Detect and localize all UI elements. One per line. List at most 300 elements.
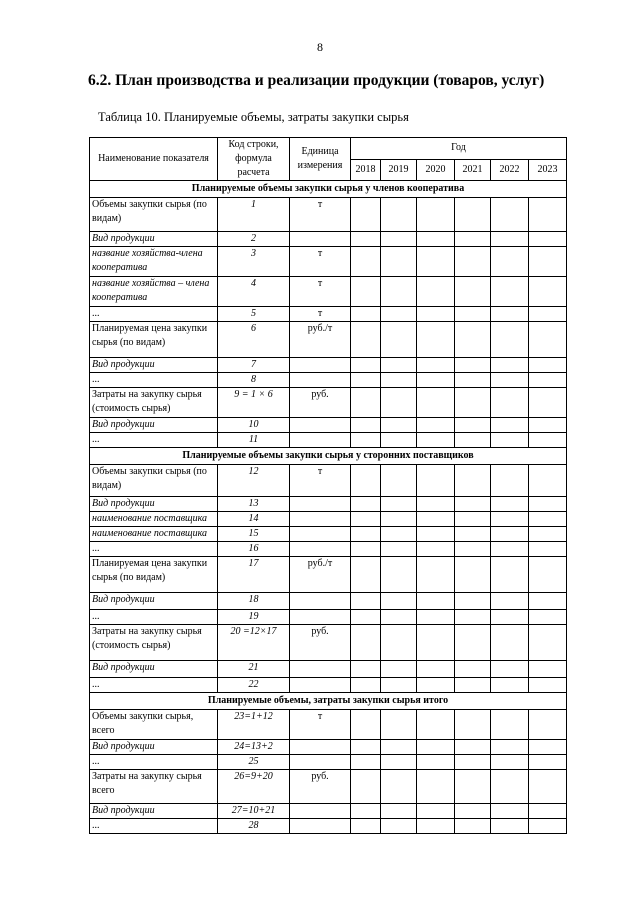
indicator-name: Вид продукции [90,740,218,755]
indicator-name: ... [90,433,218,448]
year-value-cell[interactable] [455,625,491,661]
row-code: 25 [218,755,290,770]
year-value-cell[interactable] [351,678,381,693]
unit [290,418,351,433]
table-row [90,497,567,512]
raw-materials-table [89,137,567,834]
row-code: 11 [218,433,290,448]
table-caption: Таблица 10. Планируемые объемы, затраты закупки сырья [98,110,409,124]
unit [290,678,351,693]
row-code: 9 = 1 × 6 [218,388,290,418]
row-code: 5 [218,307,290,322]
year-value-cell[interactable] [417,625,455,661]
year-value-cell[interactable] [529,804,567,819]
unit [290,804,351,819]
year-value-cell[interactable] [455,307,491,322]
year-value-cell[interactable] [529,232,567,247]
year-value-cell[interactable] [491,593,529,610]
year-value-cell[interactable] [491,433,529,448]
year-value-cell[interactable] [491,819,529,834]
row-code: 10 [218,418,290,433]
year-value-cell[interactable] [491,322,529,358]
year-value-cell[interactable] [417,232,455,247]
section-title: 6.2. План производства и реализации продукции (товаров, услуг) [88,72,545,89]
year-value-cell[interactable] [491,247,529,277]
year-value-cell[interactable] [351,593,381,610]
year-value-cell[interactable] [455,322,491,358]
year-value-cell[interactable] [417,388,455,418]
year-value-cell[interactable] [417,557,455,593]
year-value-cell[interactable] [455,542,491,557]
table-row [90,819,567,834]
table-row [90,770,567,804]
year-value-cell[interactable] [381,373,417,388]
year-cell: 2018 [351,159,381,181]
year-value-cell[interactable] [351,322,381,358]
indicator-name: Вид продукции [90,418,218,433]
year-value-cell[interactable] [491,755,529,770]
row-code: 2 [218,232,290,247]
year-value-cell[interactable] [455,433,491,448]
year-value-cell[interactable] [529,710,567,740]
year-value-cell[interactable] [381,497,417,512]
year-value-cell[interactable] [417,819,455,834]
year-value-cell[interactable] [351,527,381,542]
row-code: 13 [218,497,290,512]
year-value-cell[interactable] [529,755,567,770]
year-value-cell[interactable] [529,593,567,610]
year-value-cell[interactable] [455,678,491,693]
year-value-cell[interactable] [529,307,567,322]
row-code: 21 [218,661,290,678]
year-value-cell[interactable] [529,277,567,307]
year-value-cell[interactable] [417,755,455,770]
year-value-cell[interactable] [529,247,567,277]
unit [290,542,351,557]
year-value-cell[interactable] [351,710,381,740]
header-unit: Единица измерения [290,138,351,181]
year-value-cell[interactable] [381,593,417,610]
table-row [90,710,567,740]
year-value-cell[interactable] [417,593,455,610]
year-value-cell[interactable] [455,770,491,804]
year-value-cell[interactable] [351,465,381,497]
year-value-cell[interactable] [417,358,455,373]
year-value-cell[interactable] [351,497,381,512]
year-value-cell[interactable] [491,678,529,693]
table-row [90,373,567,388]
year-value-cell[interactable] [381,247,417,277]
header-code: Код строки, формула расчета [218,138,290,181]
year-value-cell[interactable] [455,512,491,527]
table-row [90,542,567,557]
header-row [90,138,567,160]
year-value-cell[interactable] [381,625,417,661]
year-value-cell[interactable] [455,593,491,610]
indicator-name: ... [90,542,218,557]
table-row [90,610,567,625]
year-value-cell[interactable] [491,277,529,307]
year-value-cell[interactable] [455,373,491,388]
table-row [90,593,567,610]
row-code: 7 [218,358,290,373]
year-cell: 2021 [455,159,491,181]
indicator-name: Объемы закупки сырья, всего [90,710,218,740]
year-value-cell[interactable] [455,418,491,433]
year-value-cell[interactable] [529,542,567,557]
indicator-name: Вид продукции [90,593,218,610]
year-value-cell[interactable] [455,527,491,542]
section-title-cell: Планируемые объемы, затраты закупки сырья итого [90,693,567,710]
year-value-cell[interactable] [351,625,381,661]
unit [290,819,351,834]
year-value-cell[interactable] [417,433,455,448]
year-value-cell[interactable] [455,232,491,247]
year-value-cell[interactable] [491,388,529,418]
indicator-name: Планируемая цена закупки сырья (по видам) [90,322,218,358]
year-value-cell[interactable] [455,710,491,740]
unit: руб. [290,388,351,418]
year-value-cell[interactable] [491,512,529,527]
year-value-cell[interactable] [351,418,381,433]
section-header-row [90,448,567,465]
year-value-cell[interactable] [381,542,417,557]
row-code: 24=13+2 [218,740,290,755]
year-value-cell[interactable] [381,819,417,834]
row-code: 6 [218,322,290,358]
year-value-cell[interactable] [491,610,529,625]
row-code: 20 =12×17 [218,625,290,661]
year-value-cell[interactable] [417,710,455,740]
unit [290,740,351,755]
unit [290,527,351,542]
year-value-cell[interactable] [491,358,529,373]
row-code: 28 [218,819,290,834]
year-value-cell[interactable] [491,527,529,542]
indicator-name: ... [90,307,218,322]
year-value-cell[interactable] [455,465,491,497]
year-value-cell[interactable] [455,358,491,373]
row-code: 3 [218,247,290,277]
table-row [90,433,567,448]
unit [290,358,351,373]
indicator-name: Вид продукции [90,232,218,247]
year-value-cell[interactable] [491,661,529,678]
year-value-cell[interactable] [491,465,529,497]
year-value-cell[interactable] [351,388,381,418]
year-value-cell[interactable] [381,512,417,527]
year-value-cell[interactable] [417,373,455,388]
unit: т [290,710,351,740]
unit [290,755,351,770]
indicator-name: ... [90,755,218,770]
row-code: 26=9+20 [218,770,290,804]
header-name: Наименование показателя [90,138,218,181]
year-value-cell[interactable] [351,804,381,819]
indicator-name: Вид продукции [90,804,218,819]
year-value-cell[interactable] [381,358,417,373]
year-value-cell[interactable] [381,661,417,678]
year-value-cell[interactable] [351,277,381,307]
year-value-cell[interactable] [529,557,567,593]
section-header-row [90,693,567,710]
year-value-cell[interactable] [381,740,417,755]
year-value-cell[interactable] [529,678,567,693]
year-value-cell[interactable] [455,557,491,593]
row-code: 18 [218,593,290,610]
year-cell: 2019 [381,159,417,181]
year-value-cell[interactable] [491,770,529,804]
table-row [90,678,567,693]
row-code: 27=10+21 [218,804,290,819]
indicator-name: наименование поставщика [90,527,218,542]
unit [290,497,351,512]
year-value-cell[interactable] [351,740,381,755]
year-value-cell[interactable] [529,740,567,755]
year-value-cell[interactable] [351,198,381,232]
year-value-cell[interactable] [491,804,529,819]
year-value-cell[interactable] [529,625,567,661]
unit [290,373,351,388]
table-row [90,358,567,373]
indicator-name: Затраты на закупку сырья всего [90,770,218,804]
year-value-cell[interactable] [455,804,491,819]
indicator-name: Вид продукции [90,497,218,512]
indicator-name: ... [90,678,218,693]
year-value-cell[interactable] [455,497,491,512]
year-value-cell[interactable] [417,610,455,625]
year-value-cell[interactable] [491,497,529,512]
indicator-name: название хозяйства-члена кооператива [90,247,218,277]
year-value-cell[interactable] [529,610,567,625]
year-value-cell[interactable] [417,678,455,693]
table-row [90,465,567,497]
year-value-cell[interactable] [455,388,491,418]
year-value-cell[interactable] [417,307,455,322]
row-code: 8 [218,373,290,388]
year-value-cell[interactable] [417,740,455,755]
indicator-name: Затраты на закупку сырья (стоимость сырья) [90,625,218,661]
year-value-cell[interactable] [455,819,491,834]
year-value-cell[interactable] [351,557,381,593]
year-value-cell[interactable] [529,527,567,542]
year-value-cell[interactable] [351,661,381,678]
indicator-name: название хозяйства – члена кооператива [90,277,218,307]
table-row [90,512,567,527]
year-value-cell[interactable] [381,388,417,418]
year-value-cell[interactable] [417,512,455,527]
table-row [90,740,567,755]
year-value-cell[interactable] [351,373,381,388]
year-value-cell[interactable] [529,770,567,804]
table-row [90,307,567,322]
year-value-cell[interactable] [417,418,455,433]
year-value-cell[interactable] [351,307,381,322]
unit: т [290,277,351,307]
year-value-cell[interactable] [417,497,455,512]
year-value-cell[interactable] [417,198,455,232]
year-value-cell[interactable] [381,465,417,497]
year-value-cell[interactable] [381,678,417,693]
year-value-cell[interactable] [491,307,529,322]
unit: руб./т [290,557,351,593]
indicator-name: Затраты на закупку сырья (стоимость сырья) [90,388,218,418]
indicator-name: Вид продукции [90,358,218,373]
year-value-cell[interactable] [417,247,455,277]
year-value-cell[interactable] [351,542,381,557]
year-value-cell[interactable] [417,527,455,542]
year-value-cell[interactable] [491,373,529,388]
year-value-cell[interactable] [381,527,417,542]
indicator-name: Вид продукции [90,661,218,678]
table-row [90,661,567,678]
unit [290,661,351,678]
year-value-cell[interactable] [417,542,455,557]
year-value-cell[interactable] [417,277,455,307]
indicator-name: Объемы закупки сырья (по видам) [90,198,218,232]
section-header-row [90,181,567,198]
year-value-cell[interactable] [351,247,381,277]
year-value-cell[interactable] [529,819,567,834]
year-value-cell[interactable] [351,819,381,834]
row-code: 14 [218,512,290,527]
year-value-cell[interactable] [529,322,567,358]
indicator-name: Планируемая цена закупки сырья (по видам) [90,557,218,593]
year-value-cell[interactable] [491,557,529,593]
year-value-cell[interactable] [491,740,529,755]
indicator-name: ... [90,373,218,388]
year-cell: 2020 [417,159,455,181]
row-code: 23=1+12 [218,710,290,740]
unit: руб./т [290,322,351,358]
section-title-cell: Планируемые объемы закупки сырья у членов кооператива [90,181,567,198]
year-value-cell[interactable] [381,418,417,433]
year-value-cell[interactable] [417,661,455,678]
year-value-cell[interactable] [351,358,381,373]
year-value-cell[interactable] [491,542,529,557]
year-value-cell[interactable] [351,512,381,527]
year-value-cell[interactable] [455,740,491,755]
year-value-cell[interactable] [455,610,491,625]
table-row [90,557,567,593]
year-value-cell[interactable] [417,322,455,358]
year-value-cell[interactable] [529,358,567,373]
year-value-cell[interactable] [417,770,455,804]
year-value-cell[interactable] [351,433,381,448]
section-title-cell: Планируемые объемы закупки сырья у сторонних поставщиков [90,448,567,465]
unit: т [290,307,351,322]
year-value-cell[interactable] [529,465,567,497]
year-value-cell[interactable] [417,465,455,497]
year-value-cell[interactable] [381,610,417,625]
table-row [90,232,567,247]
table-row [90,247,567,277]
year-value-cell[interactable] [491,625,529,661]
year-cell: 2023 [529,159,567,181]
table-row [90,755,567,770]
year-value-cell[interactable] [381,710,417,740]
year-value-cell[interactable] [491,198,529,232]
year-value-cell[interactable] [381,770,417,804]
table-row [90,527,567,542]
year-value-cell[interactable] [381,322,417,358]
year-value-cell[interactable] [455,198,491,232]
indicator-name: наименование поставщика [90,512,218,527]
indicator-name: ... [90,819,218,834]
year-cell: 2022 [491,159,529,181]
year-value-cell[interactable] [381,755,417,770]
row-code: 15 [218,527,290,542]
table-row [90,418,567,433]
unit [290,232,351,247]
unit [290,610,351,625]
table-row [90,322,567,358]
year-value-cell[interactable] [417,804,455,819]
year-value-cell[interactable] [529,388,567,418]
year-value-cell[interactable] [529,373,567,388]
year-value-cell[interactable] [529,433,567,448]
page-number: 8 [317,40,323,54]
year-value-cell[interactable] [455,755,491,770]
row-code: 17 [218,557,290,593]
year-value-cell[interactable] [351,755,381,770]
indicator-name: Объемы закупки сырья (по видам) [90,465,218,497]
row-code: 1 [218,198,290,232]
year-value-cell[interactable] [351,770,381,804]
year-value-cell[interactable] [455,247,491,277]
row-code: 4 [218,277,290,307]
year-value-cell[interactable] [529,661,567,678]
row-code: 16 [218,542,290,557]
header-year: Год [351,138,567,160]
year-value-cell[interactable] [351,232,381,247]
unit: руб. [290,770,351,804]
year-value-cell[interactable] [529,512,567,527]
year-value-cell[interactable] [381,433,417,448]
unit: руб. [290,625,351,661]
unit [290,512,351,527]
indicator-name: ... [90,610,218,625]
row-code: 12 [218,465,290,497]
year-value-cell[interactable] [455,277,491,307]
year-value-cell[interactable] [351,610,381,625]
year-value-cell[interactable] [381,307,417,322]
table-row [90,198,567,232]
table-row [90,388,567,418]
unit [290,433,351,448]
year-value-cell[interactable] [529,418,567,433]
unit: т [290,465,351,497]
year-value-cell[interactable] [381,804,417,819]
year-value-cell[interactable] [381,277,417,307]
year-value-cell[interactable] [381,557,417,593]
year-value-cell[interactable] [381,232,417,247]
row-code: 19 [218,610,290,625]
unit: т [290,247,351,277]
table-row [90,277,567,307]
unit: т [290,198,351,232]
year-value-cell[interactable] [491,232,529,247]
year-value-cell[interactable] [491,710,529,740]
row-code: 22 [218,678,290,693]
year-value-cell[interactable] [529,198,567,232]
year-value-cell[interactable] [381,198,417,232]
year-value-cell[interactable] [491,418,529,433]
table-row [90,804,567,819]
year-value-cell[interactable] [455,661,491,678]
year-value-cell[interactable] [529,497,567,512]
unit [290,593,351,610]
